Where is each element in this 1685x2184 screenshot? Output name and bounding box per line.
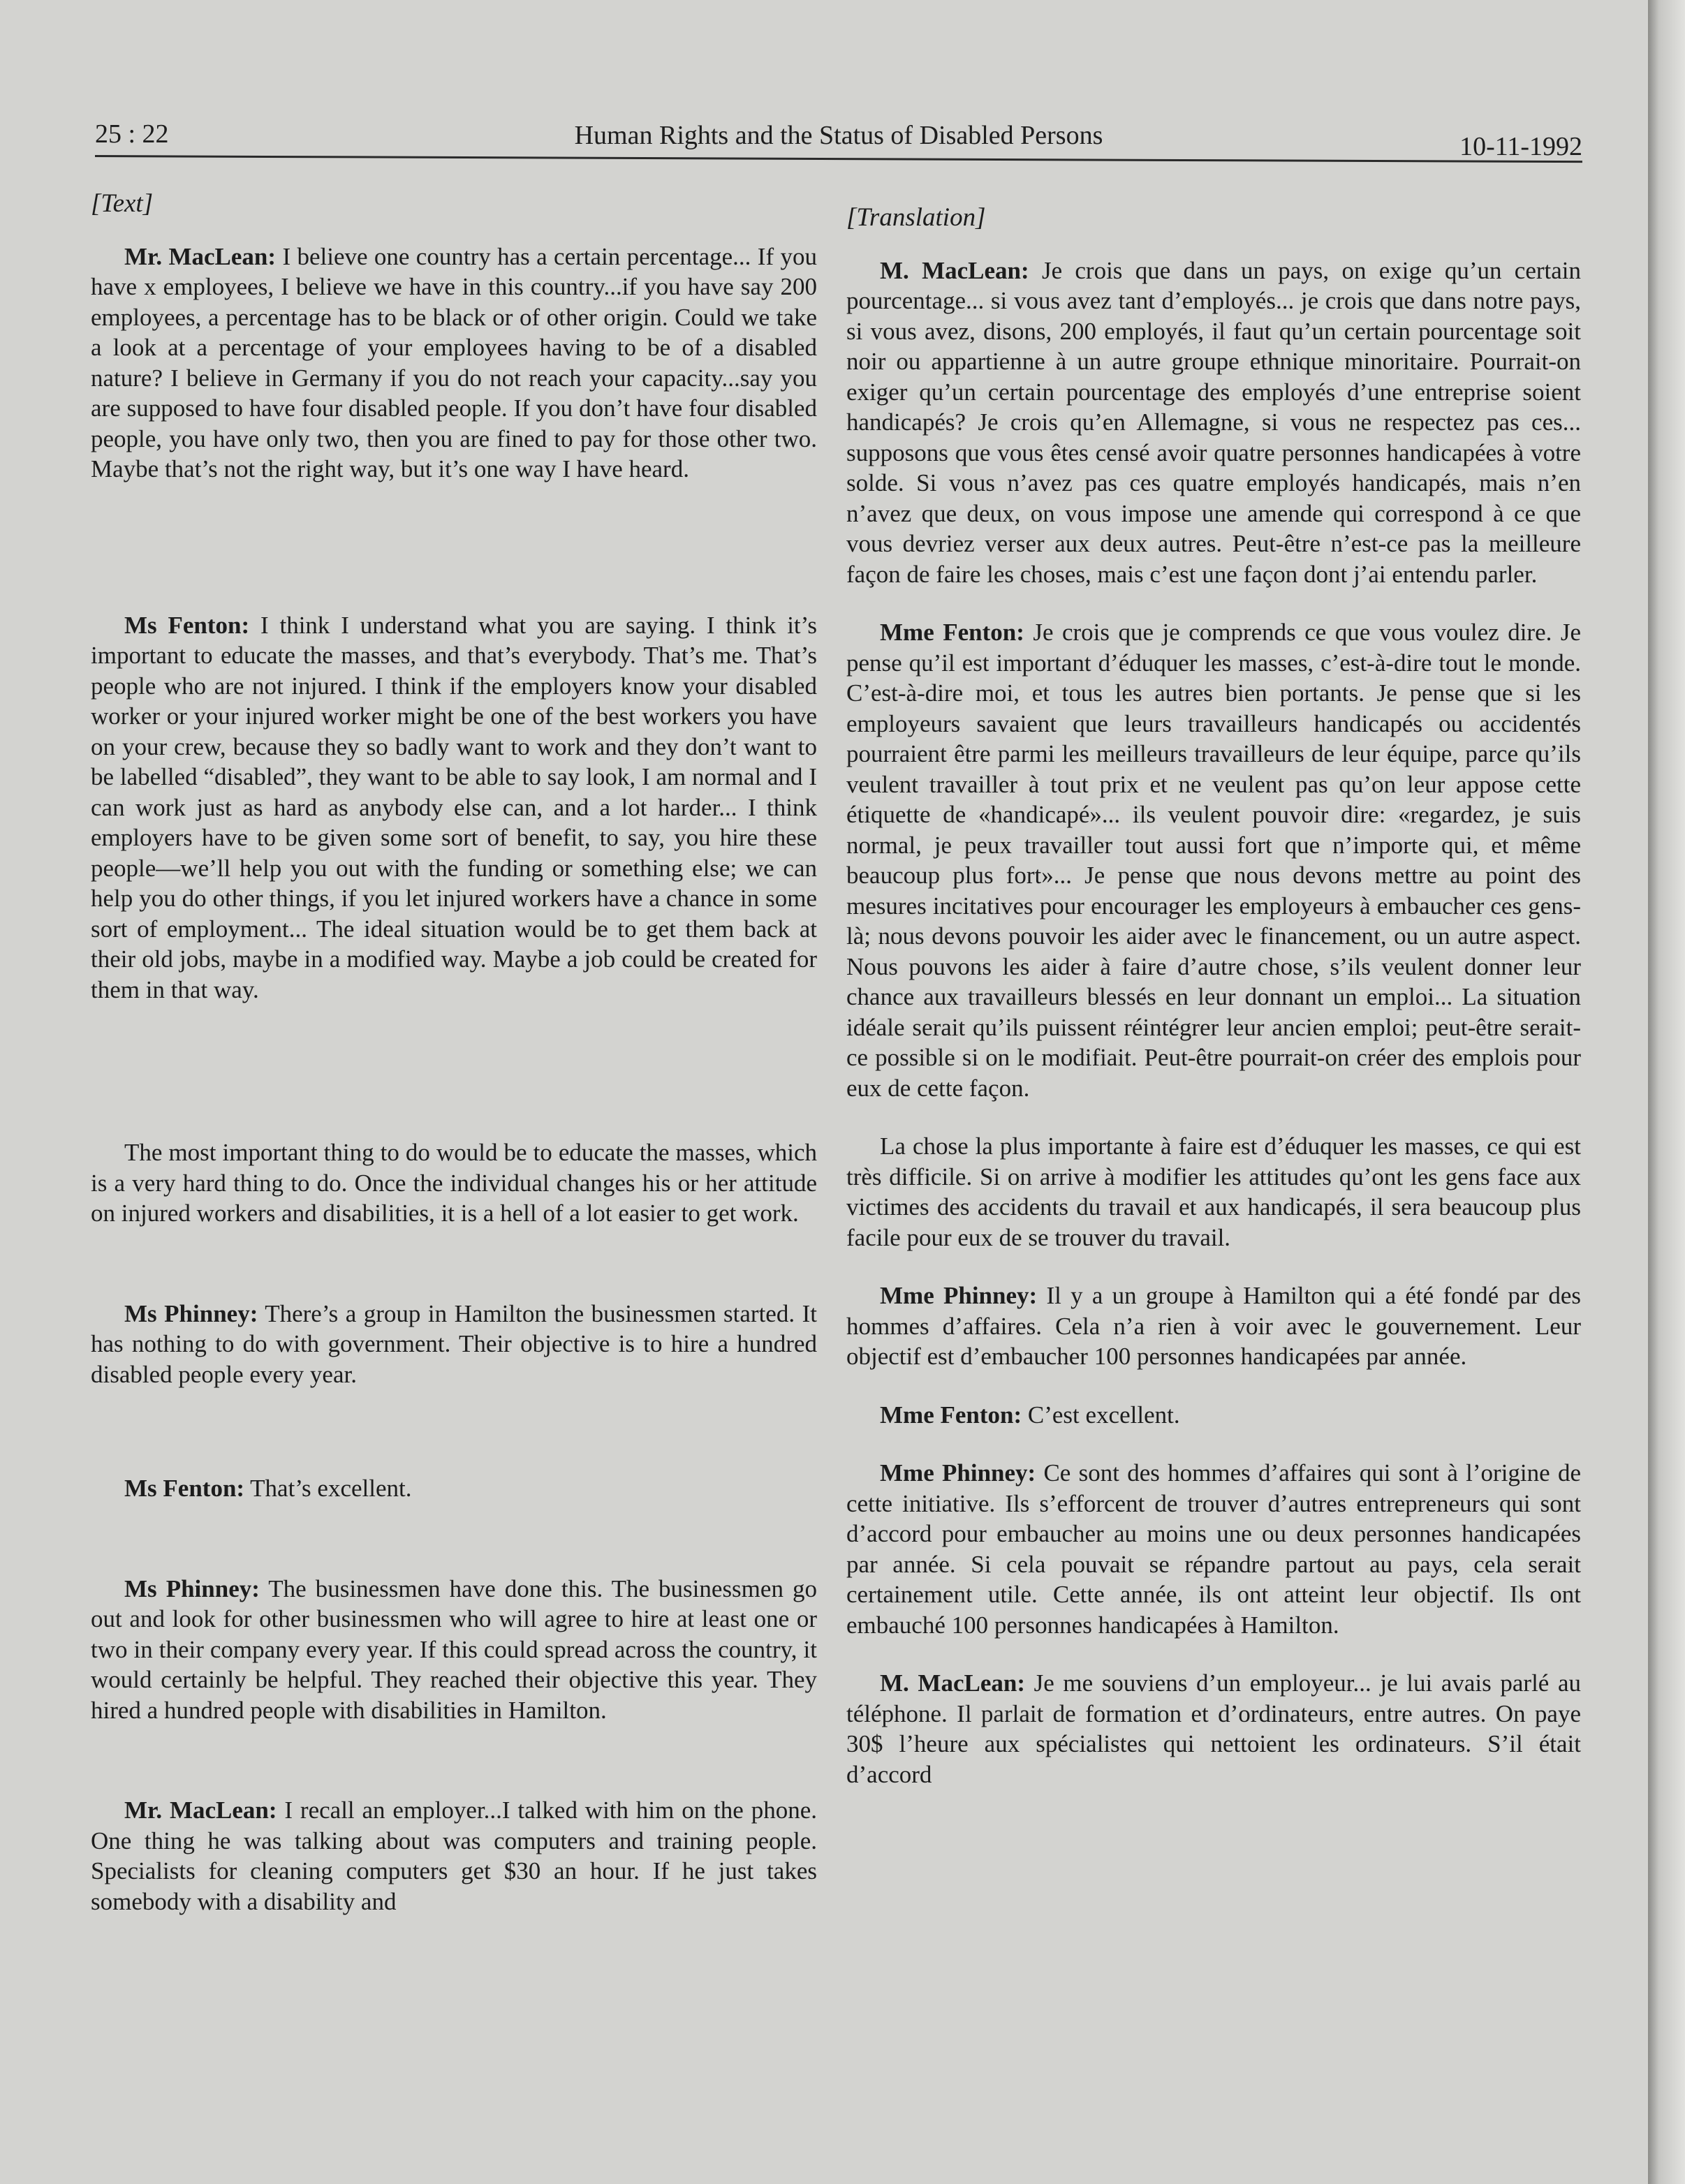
speaker-name: Mr. MacLean:: [124, 242, 277, 270]
paragraph-text: The most important thing to do would be to educate the masses, which is a very hard thing to do. Once the individual changes his or her attitude on injured workers and disabilities, it is a hell of a lot easier to get work.: [91, 1139, 817, 1227]
paragraph: [91, 1795, 817, 1917]
speaker-name: Ms Phinney:: [124, 1574, 260, 1602]
paragraph-text: The businessmen have done this. The businessmen go out and look for other businessmen who will agree to hire at least one or two in their company every year. If this could spread across the country, it would certainly be helpful. They reached their objective this year. They hired a hundred people with disabilities in Hamilton.: [91, 1574, 817, 1724]
speaker-name: Mme Phinney:: [880, 1459, 1036, 1486]
speaker-name: M. MacLean:: [880, 1669, 1025, 1697]
header-date: 10-11-1992: [1459, 132, 1582, 161]
speaker-name: Mme Phinney:: [880, 1282, 1038, 1309]
paragraph: [91, 1299, 817, 1390]
paragraph: [91, 1137, 817, 1229]
paragraph: [846, 1281, 1581, 1372]
paragraph-text: I recall an employer...I talked with him on the phone. One thing he was talking about was computers and training people. Specialists for cleaning computers get $30 an hour. If he just takes somebody with a disability and: [91, 1796, 817, 1915]
speaker-name: Mr. MacLean:: [124, 1796, 277, 1824]
paragraph: [846, 256, 1581, 590]
paragraph: [846, 1668, 1581, 1790]
paragraph: [91, 1473, 817, 1504]
paragraph: [91, 1574, 817, 1726]
paragraph: [846, 1400, 1581, 1431]
paragraph-text: Je crois que je comprends ce que vous voulez dire. Je pense qu’il est important d’éduquer les masses, c’est-à-dire tout le monde. C’est-à-dire moi, et tous les autres bien portants. Je pense que si les employeurs savaient que leurs travailleurs handicapés ou accidentés pourraient être parmi les meilleurs travailleurs de leur équipe, parce qu’ils veulent travailler à tout prix et ne veulent pas qu’on leur appose cette étiquette de «handicapé»... ils veulent pouvoir dire: «regardez, je suis normal, je peux travailler tout aussi fort que n’importe qui, et même beaucoup plus fort»... Je pense que nous devons mettre au point des mesures incitatives pour encourager les employeurs à embaucher ces gens-là; nous devons pouvoir les aider avec le financement, ou un autre aspect. Nous pouvons les aider à faire d’autre chose, s’ils veulent donner leur chance aux travailleurs blessés en leur donnant un emploi... La situation idéale serait qu’ils puissent réintégrer leur ancien emploi; peut-être serait-ce possible si on le modifiait. Peut-être pourrait-on créer des emplois pour eux de cette façon.: [846, 619, 1581, 1102]
column-heading: [Translation]: [846, 203, 986, 232]
paragraph-text: I think I understand what you are saying. I think it’s important to educate the masses, and that’s everybody. That’s me. That’s people who are not injured. I think if the employers know your disabled worker or your injured worker might be one of the best workers you have on your crew, because they so badly want to work and they don’t want to be labelled “disabled”, they want to be able to say look, I am normal and I can work just as hard as anybody else can, and a lot harder... I think employers have to be given some sort of benefit, to say, you hire these people—we’ll help you out with the funding or something else; we can help you do other things, if you let injured workers have a chance in some sort of employment... The ideal situation would be to get them back at their old jobs, maybe in a modified way. Maybe a job could be created for them in that way.: [91, 611, 817, 1003]
page-edge-shadow: [1648, 0, 1685, 2184]
speaker-name: Ms Phinney:: [124, 1299, 258, 1327]
paragraph-text: There’s a group in Hamilton the businessmen started. It has nothing to do with government. Their objective is to hire a hundred disabled people every year.: [91, 1299, 817, 1388]
paragraph-text: C’est excellent.: [1022, 1401, 1180, 1429]
text-column-english: [91, 189, 817, 1945]
paragraph-text: Je me souviens d’un employeur... je lui avais parlé au téléphone. Il parlait de formation et d’ordinateurs, entre autres. On paye 30$ l’heure aux spécialistes qui nettoient les ordinateurs. S’il était d’accord: [846, 1669, 1582, 1788]
paragraph: [846, 1458, 1581, 1640]
paragraph: [846, 617, 1581, 1103]
paragraph-text: Il y a un groupe à Hamilton qui a été fondé par des hommes d’affaires. Cela n’a rien à voir avec le gouvernement. Leur objectif est d’embaucher 100 personnes handicapées par année.: [846, 1282, 1582, 1370]
speaker-name: Ms Fenton:: [124, 611, 250, 639]
running-title: Human Rights and the Status of Disabled Persons: [574, 121, 1103, 150]
paragraph-text: Je crois que dans un pays, on exige qu’un certain pourcentage... si vous avez tant d’employés... je crois que dans notre pays, si vous avez, disons, 200 employés, il faut qu’un certain pourcentage soit noir ou appartienne à un autre groupe ethnique minoritaire. Pourrait-on exiger qu’un certain pourcentage des employés d’une entreprise soient handicapés? Je crois qu’en Allemagne, si vous ne respectez pas ces... supposons que vous êtes censé avoir quatre personnes handicapées à votre solde. Si vous n’avez pas ces quatre employés handicapés, mais n’en n’avez que deux, on vous impose une amende qui correspond à ce que vous devriez verser aux deux autres. Peut-être n’est-ce pas la meilleure façon de faire les choses, mais c’est une façon dont j’ai entendu parler.: [846, 256, 1581, 588]
speaker-name: Mme Fenton:: [880, 1401, 1022, 1429]
paragraph: [846, 1131, 1581, 1253]
column-heading: [Text]: [91, 189, 154, 218]
text-column-french: [846, 202, 1581, 1817]
speaker-name: M. MacLean:: [880, 256, 1029, 284]
paragraph-text: I believe one country has a certain percentage... If you have x employees, I believe we have in this country...if you have say 200 employees, a percentage has to be black or of other origin. Could we take a look at a percentage of your employees having to be of a disabled nature? I believe in Germany if you do not reach your capacity...say you are supposed to have four disabled people. If you don’t have four disabled people, you have only two, then you are fined to pay for those other two. Maybe that’s not the right way, but it’s one way I have heard.: [91, 242, 817, 482]
speaker-name: Ms Fenton:: [124, 1475, 245, 1502]
page-number: 25 : 22: [95, 119, 169, 149]
paragraph: [91, 610, 817, 1005]
speaker-name: Mme Fenton:: [880, 619, 1024, 646]
paragraph-text: Ce sont des hommes d’affaires qui sont à l’origine de cette initiative. Ils s’efforcent de trouver d’autres entrepreneurs qui sont d’accord pour embaucher au moins une ou deux personnes handicapées par année. Si cela pouvait se répandre partout au pays, cela serait certainement utile. Cette année, ils ont atteint leur objectif. Ils ont embauché 100 personnes handicapées à Hamilton.: [846, 1459, 1581, 1639]
paragraph-text: That’s excellent.: [244, 1475, 412, 1502]
paragraph: [91, 242, 817, 485]
paragraph-text: La chose la plus importante à faire est d’éduquer les masses, ce qui est très difficile. Si on arrive à modifier les attitudes qu’ont les gens face aux victimes des accidents du travail et aux handicapés, il sera beaucoup plus facile pour eux de se trouver du travail.: [846, 1132, 1581, 1251]
